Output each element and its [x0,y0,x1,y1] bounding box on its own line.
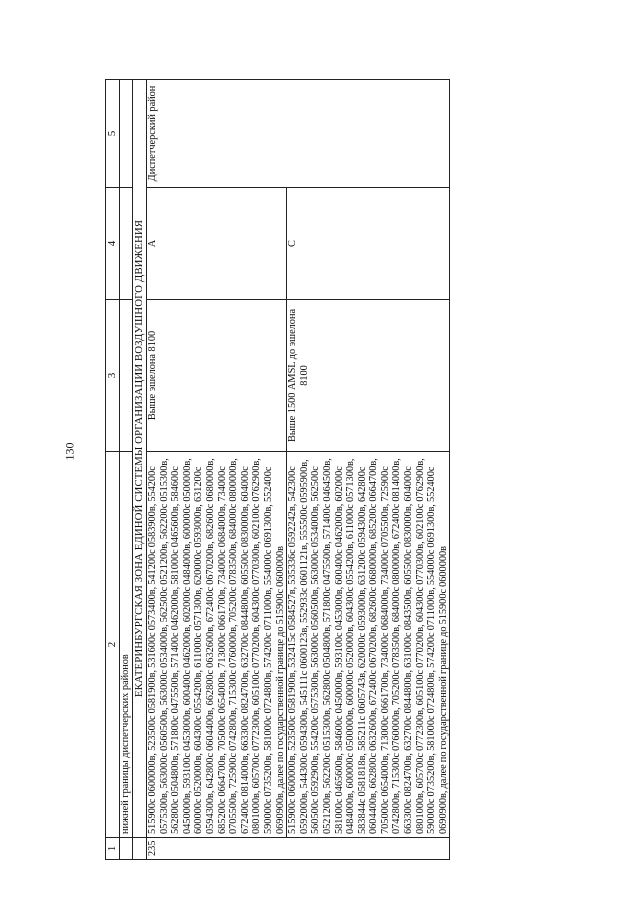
subheader-row [120,80,133,860]
levels-cell: Выше эшелона 8100 [147,300,287,452]
col-number-3: 3 [106,300,120,452]
zone-title-row [133,80,147,860]
row-number: 235 [147,838,450,860]
area-type-cell: Диспетчерский район [147,80,450,188]
coordinates-cell: 515900с 0600000в, 523500с 0581900в, 531600с 0573400в, 541200с 0583900в, 554200с 0575300в, 563000с 0560500в, 563000с 0534000в, 562500с 0521200в, 562200с 0515300в, 562800с 0504800в, 571800с 0475500в, 571400с 0462000в, 581000с 0465600в, 584600с 0450000в, 593100с 0453000в, 600400с 0462000в, 602000с 0484000в, 600000с 0500000в, 600000с 0520000в, 604300с 0554200в, 611000с 0571300в, 620000с 0593000в, 631200с 0594300в, 642800с 0604400в, 662800с 0632600в, 672400с 0670200в, 682600с 0680000в, 685200с 0664700в, 705000с 0654000в, 713000с 0661700в, 734000с 0684000в, 734000с 0705500в, 725900с 0742800в, 715300с 0760000в, 705200с 0783500в, 684000с 0800000в, 672400с 0814000в, 663300с 0824700в, 632700с 0844800в, 605500с 0830000в, 604000с 0801000в, 605700с 0772300в, 605100с 0770200в, 604300с 0770300в, 602100с 0762900в, 590000с 0735200в, 581000с 0724800в, 574200с 0711000в, 554000с 0691300в, 552400с 0690900в, далее по государственной границе до 515900с 0600000в [147,452,287,838]
airspace-table [105,79,450,860]
col-number-2: 2 [106,452,120,838]
page-number: 130 [62,442,77,461]
coordinates-cell: 515900с 0600000в, 523500с 0581900в, 532415с 0584527в, 535336с 0592242в, 542300с 0592000в, 544300с 0594300в, 545111с 0600123в, 552933с 0601121в, 555500с 0595900в, 560500с 0592900в, 554200с 0575300в, 563000с 0560500в, 563000с 0534000в, 562500с 0521200в, 562200с 0515300в, 562800с 0504800в, 571800с 0475500в, 571400с 0464500в, 581000с 0465600в, 584600с 0450000в, 593100с 0453000в, 600400с 0462000в, 602000с 0484000в, 600000с 0500000в, 600000с 0520000в, 604300с 0554200в, 611000с 0571300в, 583844с 0581818в, 585211с 0605743в, 620000с 0593000в, 631200с 0594300в, 642800с 0604400в, 662800с 0632600в, 672400с 0670200в, 682600с 0680000в, 685200с 0664700в, 705000с 0654000в, 713000с 0661700в, 734000с 0684000в, 734000с 0705500в, 725900с 0742800в, 715300с 0760000в, 705200с 0783500в, 684000с 0800000в, 672400с 0814000в, 663300с 0824700в, 632700с 0844800в, 631000с 0843500в, 605500с 0830000в, 604000с 0801000в, 605700с 0772300в, 605100с 0770200в, 604300с 0770300в, 602100с 0762900в, 590000с 0735200в, 581000с 0724800в, 574200с 0711000в, 554000с 0691300в, 552400с 0690900в, далее по государственной границе до 515900с 0600000в [287,452,450,838]
rotated-table-container [105,80,640,860]
table-row [147,80,287,860]
class-cell: C [287,188,450,300]
class-cell: A [147,188,287,300]
levels-cell: Выше 1500 AMSL до эшелона 8100 [287,300,450,452]
col-number-5: 5 [106,80,120,188]
zone-title: ЕКАТЕРИНБУРГСКАЯ ЗОНА ЕДИНОЙ СИСТЕМЫ ОРГАНИЗАЦИИ ВОЗДУШНОГО ДВИЖЕНИЯ [133,80,147,838]
table-row [287,80,450,860]
col-number-1: 1 [106,838,120,860]
col-number-4: 4 [106,188,120,300]
subheader-text: нижней границы диспетчерских районов [120,452,133,838]
column-number-row [106,80,120,860]
